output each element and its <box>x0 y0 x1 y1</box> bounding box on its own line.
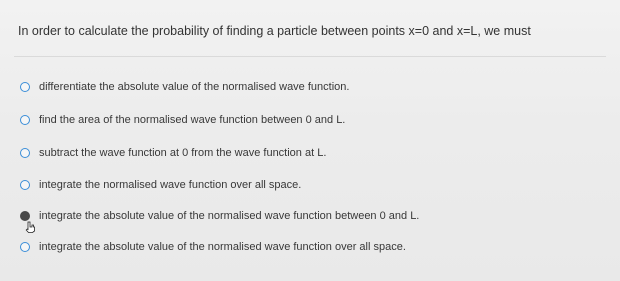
option-3[interactable] <box>20 143 326 163</box>
radio-button[interactable] <box>20 115 30 125</box>
radio-button-selected[interactable] <box>20 211 30 221</box>
option-label: find the area of the normalised wave function between 0 and L. <box>39 114 346 126</box>
radio-button[interactable] <box>20 82 30 92</box>
option-label: differentiate the absolute value of the normalised wave function. <box>39 81 350 93</box>
option-6[interactable] <box>20 237 406 257</box>
option-2[interactable] <box>20 110 345 130</box>
hand-cursor-icon <box>24 221 36 233</box>
radio-button[interactable] <box>20 242 30 252</box>
divider <box>14 56 606 57</box>
option-label: subtract the wave function at 0 from the wave function at L. <box>39 147 327 159</box>
option-label: integrate the normalised wave function over all space. <box>39 179 302 191</box>
option-label: integrate the absolute value of the normalised wave function over all space. <box>39 241 406 253</box>
option-label: integrate the absolute value of the normalised wave function between 0 and L. <box>39 210 420 222</box>
option-1[interactable] <box>20 77 349 97</box>
option-4[interactable] <box>20 175 301 195</box>
radio-button[interactable] <box>20 148 30 158</box>
option-5[interactable] <box>20 206 419 226</box>
radio-button[interactable] <box>20 180 30 190</box>
question-text: In order to calculate the probability of finding a particle between points x=0 and x=L, we must <box>18 24 531 38</box>
